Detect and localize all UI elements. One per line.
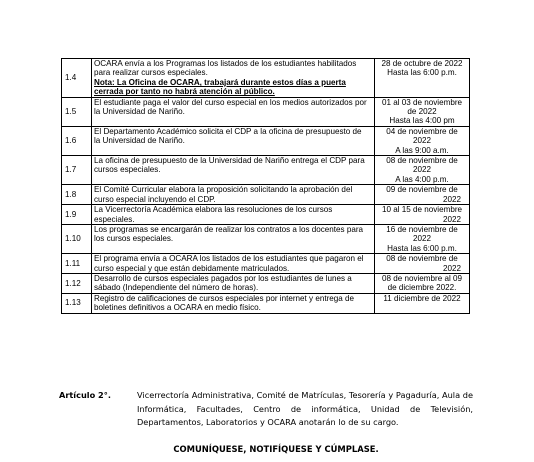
activity-cell <box>92 126 375 155</box>
date-cell <box>375 224 470 253</box>
date-cell <box>375 156 470 185</box>
activity-line: curso especial y que están debidamente matriculados. <box>94 263 290 273</box>
activity-cell <box>92 273 375 293</box>
row-number: 1.13 <box>62 293 92 313</box>
table-row <box>62 185 470 205</box>
table-row <box>62 156 470 185</box>
date-line: de diciembre 2022. <box>387 283 457 293</box>
activity-line: curso especial incluyendo el CDP. <box>94 194 216 204</box>
date-cell <box>375 293 470 313</box>
date-line: 2022 <box>412 165 431 175</box>
table-row <box>62 59 470 98</box>
table-row <box>62 205 470 225</box>
activity-cell <box>92 224 375 253</box>
activity-line: Los programas se encargarán de realizar los contratos a los docentes para <box>94 224 364 234</box>
activity-line: para realizar cursos especiales. <box>94 68 208 78</box>
row-number: 1.7 <box>62 156 92 185</box>
date-line: 16 de noviembre de <box>386 224 458 234</box>
activity-cell <box>92 97 375 126</box>
table-row <box>62 126 470 155</box>
date-line: 2022 <box>412 234 431 244</box>
date-line: 2022 <box>442 214 461 224</box>
date-line: 08 de noviembre al 09 <box>381 273 463 283</box>
date-line: 2022 <box>442 194 461 204</box>
row-number: 1.12 <box>62 273 92 293</box>
date-line: A las 4:00 p.m. <box>395 174 449 184</box>
date-cell <box>375 97 470 126</box>
row-number: 1.5 <box>62 97 92 126</box>
date-line: 04 de noviembre de <box>386 126 458 136</box>
date-cell <box>375 59 470 98</box>
activity-line: los cursos especiales. <box>94 234 174 244</box>
activity-line: cursos especiales. <box>94 165 161 175</box>
activity-cell <box>92 293 375 313</box>
activity-note: cerrada por tanto no habrá atención al público. <box>94 87 275 97</box>
activity-line: la Universidad de Nariño. <box>94 107 185 117</box>
article-text: Vicerrectoría Administrativa, Comité de Matrículas, Tesorería y Pagaduría, Aula de Informática, Facultades, Centro de informática, Unidad de Televisión, Departamentos, Laboratorios y OCARA anotarán lo de su cargo. <box>137 390 473 427</box>
date-cell <box>375 254 470 274</box>
activity-cell <box>92 59 375 98</box>
activity-line: sábado (Independiente del número de horas). <box>94 283 259 293</box>
date-line: 2022 <box>412 136 431 146</box>
date-line: 28 de octubre de 2022 <box>381 59 463 68</box>
closing-statement: COMUNÍQUESE, NOTIFÍQUESE Y CÚMPLASE. <box>173 444 379 454</box>
date-line: A las 9:00 a.m. <box>395 145 449 155</box>
activity-line: La Vicerrectoría Académica elabora las resoluciones de los cursos <box>94 205 333 215</box>
date-line: Hasta las 4:00 pm <box>389 116 455 126</box>
date-line: Hasta las 6:00 p.m. <box>387 68 457 78</box>
schedule-table <box>61 58 470 314</box>
date-line: de 2022 <box>407 107 437 117</box>
date-line: 08 de noviembre de <box>386 254 458 264</box>
activity-line: El Comité Curricular elabora la proposición solicitando la aprobación del <box>94 185 353 195</box>
activity-cell <box>92 254 375 274</box>
activity-line: El estudiante paga el valor del curso especial en los medios autorizados por <box>94 97 367 107</box>
date-cell <box>375 273 470 293</box>
row-number: 1.6 <box>62 126 92 155</box>
date-cell <box>375 205 470 225</box>
date-line: 2022 <box>442 263 461 273</box>
activity-line: especiales. <box>94 214 135 224</box>
article-2 <box>59 389 473 430</box>
activity-line: boletines definitivos a OCARA en medio físico. <box>94 303 261 313</box>
date-line: 01 al 03 de noviembre <box>381 97 463 107</box>
activity-line: Registro de calificaciones de cursos especiales por internet y entrega de <box>94 293 355 303</box>
date-line: 08 de noviembre de <box>386 156 458 166</box>
row-number: 1.4 <box>62 59 92 98</box>
activity-line: OCARA envía a los Programas los listados de los estudiantes habilitados <box>94 59 357 68</box>
activity-cell <box>92 156 375 185</box>
activity-cell <box>92 185 375 205</box>
activity-line: Desarrollo de cursos especiales pagados por los estudiantes de lunes a <box>94 273 352 283</box>
date-line: 11 diciembre de 2022 <box>383 293 461 303</box>
date-line: 10 al 15 de noviembre <box>381 205 463 215</box>
article-label: Artículo 2°. <box>59 390 111 400</box>
date-line: Hasta las 6:00 p.m. <box>387 243 457 253</box>
table-row <box>62 273 470 293</box>
activity-line: la Universidad de Nariño. <box>94 136 185 146</box>
row-number: 1.10 <box>62 224 92 253</box>
date-line: 09 de noviembre de <box>386 185 458 195</box>
row-number: 1.8 <box>62 185 92 205</box>
activity-cell <box>92 205 375 225</box>
activity-line: El Departamento Académico solicita el CDP a la oficina de presupuesto de <box>94 126 362 136</box>
date-cell <box>375 185 470 205</box>
table-row <box>62 224 470 253</box>
row-number: 1.9 <box>62 205 92 225</box>
row-number: 1.11 <box>62 254 92 274</box>
table-row <box>62 293 470 313</box>
table-row <box>62 97 470 126</box>
date-cell <box>375 126 470 155</box>
table-row <box>62 254 470 274</box>
activity-line: El programa envía a OCARA los listados de los estudiantes que pagaron el <box>94 254 364 264</box>
activity-note: Nota: La Oficina de OCARA, trabajará durante estos días a puerta <box>94 77 346 87</box>
activity-line: La oficina de presupuesto de la Universidad de Nariño entrega el CDP para <box>94 156 365 166</box>
